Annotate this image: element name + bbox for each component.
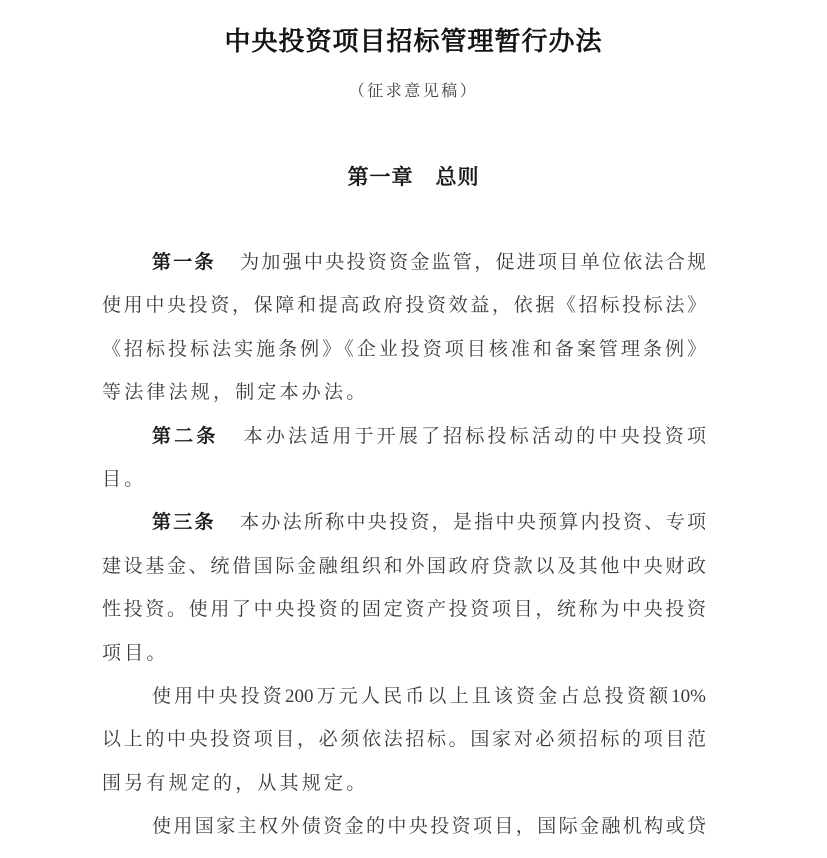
- body-text: [102, 241, 706, 848]
- document-line: [102, 805, 706, 848]
- line-text: 性投资。使用了中央投资的固定资产投资项目，统称为中央投资: [102, 599, 706, 621]
- document-line: [102, 328, 706, 371]
- document-line: [102, 718, 706, 761]
- line-text: 本办法适用于开展了招标投标活动的中央投资项: [240, 425, 706, 447]
- document-line: [102, 415, 706, 458]
- article-number-label: 第一条: [152, 252, 216, 273]
- line-text: 《招标投标法实施条例》《企业投资项目核准和备案管理条例》: [102, 338, 706, 360]
- line-text: 目。: [102, 468, 147, 490]
- line-text: 使用中央投资200万元人民币以上且该资金占总投资额10%: [152, 685, 706, 707]
- document-line: [102, 501, 706, 544]
- article-number-label: 第三条: [152, 512, 216, 534]
- document-title: 中央投资项目招标管理暂行办法: [224, 26, 603, 56]
- document-line: [102, 762, 706, 805]
- document-line: [102, 632, 706, 675]
- document-line: [102, 588, 706, 631]
- chapter-heading: 第一章 总则: [347, 166, 480, 189]
- document-line: [102, 675, 706, 718]
- label-gap: [216, 267, 238, 268]
- line-text: 使用中央投资，保障和提高政府投资效益，依据《招标投标法》: [102, 295, 706, 317]
- label-gap: [219, 441, 241, 442]
- line-text: 等法律法规，制定本办法。: [102, 382, 369, 404]
- line-text: 为加强中央投资资金监管，促进项目单位依法合规: [237, 252, 706, 273]
- line-text: 使用国家主权外债资金的中央投资项目，国际金融机构或贷: [152, 816, 706, 838]
- document-line: [102, 545, 706, 588]
- document-line: [102, 284, 706, 327]
- line-text: 建设基金、统借国际金融组织和外国政府贷款以及其他中央财政: [102, 555, 706, 577]
- line-text: 围另有规定的，从其规定。: [102, 772, 369, 794]
- document-subtitle: （征求意见稿）: [348, 83, 479, 100]
- line-text: 项目。: [102, 642, 169, 664]
- line-text: 本办法所称中央投资，是指中央预算内投资、专项: [237, 512, 706, 534]
- label-gap: [216, 527, 238, 528]
- line-text: 以上的中央投资项目，必须依法招标。国家对必须招标的项目范: [102, 729, 706, 751]
- document-line: [102, 458, 706, 501]
- article-number-label: 第二条: [152, 425, 219, 447]
- document-line: [102, 241, 706, 284]
- document-line: [102, 371, 706, 414]
